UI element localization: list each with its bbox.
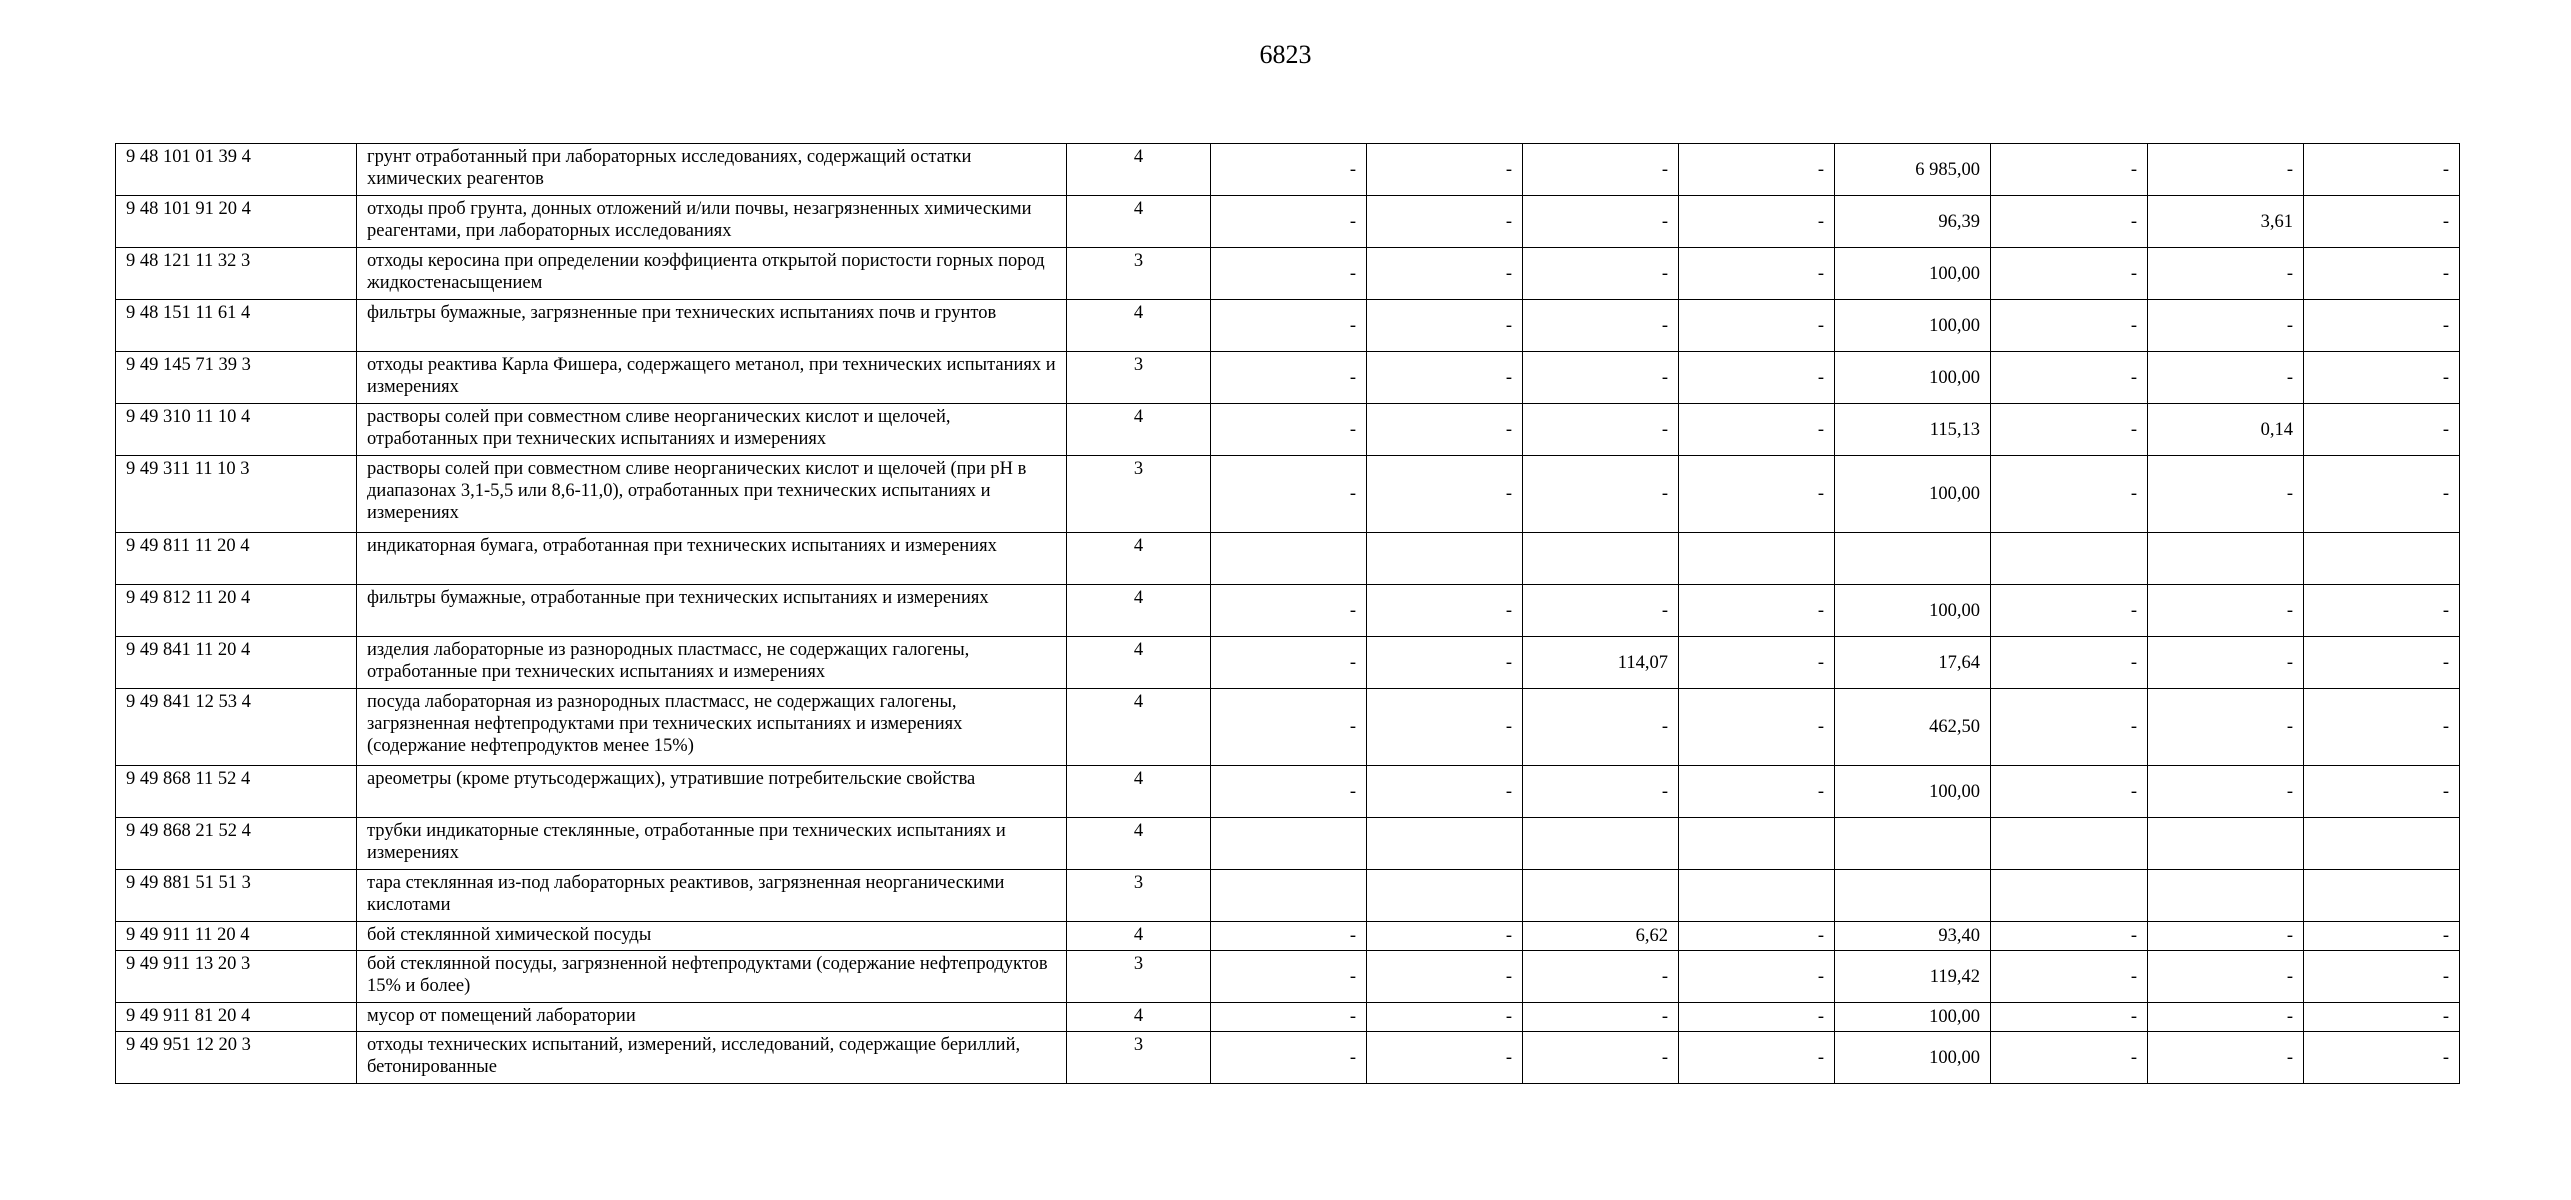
- value-cell: [1679, 533, 1835, 585]
- hazard-class-cell: 4: [1067, 300, 1211, 352]
- value-cell: -: [1991, 922, 2148, 951]
- table-row: [116, 1003, 2460, 1032]
- value-cell: -: [1523, 144, 1679, 196]
- value-cell: [1523, 533, 1679, 585]
- value-cell: [1991, 870, 2148, 922]
- value-cell: -: [1367, 1003, 1523, 1032]
- value-cell: -: [1679, 585, 1835, 637]
- value-cell: 6 985,00: [1835, 144, 1991, 196]
- value-cell: -: [1367, 248, 1523, 300]
- table-row: [116, 248, 2460, 300]
- waste-name-cell: посуда лабораторная из разнородных пластмасс, не содержащих галогены, загрязненная нефтепродуктами при технических испытаниях и измерениях (содержание нефтепродуктов менее 15%): [357, 689, 1067, 766]
- value-cell: -: [1523, 456, 1679, 533]
- value-cell: -: [1523, 300, 1679, 352]
- waste-code-cell: 9 49 311 11 10 3: [116, 456, 357, 533]
- waste-code-cell: 9 48 101 01 39 4: [116, 144, 357, 196]
- waste-code-cell: 9 48 121 11 32 3: [116, 248, 357, 300]
- value-cell: -: [1523, 951, 1679, 1003]
- value-cell: [2304, 870, 2460, 922]
- table-row: [116, 818, 2460, 870]
- table-row: [116, 533, 2460, 585]
- value-cell: [1367, 818, 1523, 870]
- waste-name-cell: трубки индикаторные стеклянные, отработанные при технических испытаниях и измерениях: [357, 818, 1067, 870]
- waste-name-cell: фильтры бумажные, отработанные при технических испытаниях и измерениях: [357, 585, 1067, 637]
- value-cell: [2304, 533, 2460, 585]
- value-cell: -: [1367, 766, 1523, 818]
- value-cell: -: [2304, 352, 2460, 404]
- hazard-class-cell: 4: [1067, 637, 1211, 689]
- hazard-class-cell: 4: [1067, 818, 1211, 870]
- value-cell: -: [1523, 766, 1679, 818]
- value-cell: -: [1991, 352, 2148, 404]
- hazard-class-cell: 4: [1067, 404, 1211, 456]
- value-cell: [1523, 870, 1679, 922]
- value-cell: -: [1991, 766, 2148, 818]
- value-cell: -: [1523, 1032, 1679, 1084]
- value-cell: -: [1211, 689, 1367, 766]
- hazard-class-cell: 3: [1067, 456, 1211, 533]
- value-cell: -: [2148, 922, 2304, 951]
- table-row: [116, 300, 2460, 352]
- value-cell: 119,42: [1835, 951, 1991, 1003]
- waste-code-cell: 9 49 145 71 39 3: [116, 352, 357, 404]
- waste-code-cell: 9 49 881 51 51 3: [116, 870, 357, 922]
- waste-code-cell: 9 49 811 11 20 4: [116, 533, 357, 585]
- value-cell: -: [2148, 585, 2304, 637]
- value-cell: -: [1367, 585, 1523, 637]
- hazard-class-cell: 3: [1067, 870, 1211, 922]
- waste-code-cell: 9 49 911 81 20 4: [116, 1003, 357, 1032]
- table-row: [116, 922, 2460, 951]
- value-cell: -: [2148, 637, 2304, 689]
- value-cell: -: [1991, 144, 2148, 196]
- value-cell: -: [2304, 1032, 2460, 1084]
- value-cell: -: [1523, 585, 1679, 637]
- value-cell: [1835, 533, 1991, 585]
- waste-name-cell: отходы реактива Карла Фишера, содержащего метанол, при технических испытаниях и измерениях: [357, 352, 1067, 404]
- value-cell: -: [1367, 951, 1523, 1003]
- value-cell: -: [2304, 637, 2460, 689]
- value-cell: [2148, 818, 2304, 870]
- table-row: [116, 637, 2460, 689]
- value-cell: -: [2148, 766, 2304, 818]
- value-cell: 100,00: [1835, 766, 1991, 818]
- value-cell: -: [1679, 248, 1835, 300]
- waste-code-cell: 9 49 812 11 20 4: [116, 585, 357, 637]
- value-cell: [2148, 533, 2304, 585]
- value-cell: [1211, 870, 1367, 922]
- waste-code-cell: 9 49 868 11 52 4: [116, 766, 357, 818]
- waste-name-cell: мусор от помещений лаборатории: [357, 1003, 1067, 1032]
- value-cell: 3,61: [2148, 196, 2304, 248]
- value-cell: -: [2148, 144, 2304, 196]
- waste-code-cell: 9 49 841 12 53 4: [116, 689, 357, 766]
- value-cell: -: [2304, 248, 2460, 300]
- waste-name-cell: фильтры бумажные, загрязненные при технических испытаниях почв и грунтов: [357, 300, 1067, 352]
- value-cell: -: [1211, 637, 1367, 689]
- waste-code-cell: 9 49 911 11 20 4: [116, 922, 357, 951]
- value-cell: [2304, 818, 2460, 870]
- waste-name-cell: растворы солей при совместном сливе неорганических кислот и щелочей, отработанных при технических испытаниях и измерениях: [357, 404, 1067, 456]
- value-cell: -: [1991, 951, 2148, 1003]
- value-cell: -: [1211, 248, 1367, 300]
- value-cell: -: [1211, 456, 1367, 533]
- value-cell: -: [1991, 1032, 2148, 1084]
- value-cell: -: [2148, 300, 2304, 352]
- value-cell: -: [1211, 766, 1367, 818]
- value-cell: [1367, 870, 1523, 922]
- waste-name-cell: бой стеклянной посуды, загрязненной нефтепродуктами (содержание нефтепродуктов 15% и более): [357, 951, 1067, 1003]
- value-cell: -: [1211, 300, 1367, 352]
- table-row: [116, 352, 2460, 404]
- waste-code-cell: 9 49 951 12 20 3: [116, 1032, 357, 1084]
- value-cell: -: [2304, 300, 2460, 352]
- value-cell: 100,00: [1835, 585, 1991, 637]
- value-cell: -: [2148, 1032, 2304, 1084]
- waste-name-cell: отходы технических испытаний, измерений, исследований, содержащие бериллий, бетонированные: [357, 1032, 1067, 1084]
- value-cell: -: [1367, 637, 1523, 689]
- value-cell: -: [1523, 404, 1679, 456]
- value-cell: [2148, 870, 2304, 922]
- value-cell: 17,64: [1835, 637, 1991, 689]
- value-cell: 115,13: [1835, 404, 1991, 456]
- value-cell: -: [2148, 352, 2304, 404]
- value-cell: -: [2148, 248, 2304, 300]
- table-body: [116, 144, 2460, 1084]
- value-cell: 96,39: [1835, 196, 1991, 248]
- hazard-class-cell: 3: [1067, 1032, 1211, 1084]
- value-cell: 100,00: [1835, 456, 1991, 533]
- value-cell: -: [1991, 585, 2148, 637]
- value-cell: -: [1211, 1032, 1367, 1084]
- table-row: [116, 196, 2460, 248]
- value-cell: [1211, 533, 1367, 585]
- value-cell: -: [2304, 1003, 2460, 1032]
- value-cell: -: [2304, 144, 2460, 196]
- value-cell: -: [2148, 456, 2304, 533]
- value-cell: -: [1679, 404, 1835, 456]
- value-cell: -: [1367, 404, 1523, 456]
- value-cell: -: [2304, 951, 2460, 1003]
- value-cell: -: [1679, 456, 1835, 533]
- value-cell: [1679, 818, 1835, 870]
- table-row: [116, 585, 2460, 637]
- value-cell: -: [1367, 1032, 1523, 1084]
- table-row: [116, 144, 2460, 196]
- value-cell: -: [1679, 637, 1835, 689]
- value-cell: -: [2148, 689, 2304, 766]
- value-cell: -: [1211, 922, 1367, 951]
- value-cell: -: [1211, 144, 1367, 196]
- value-cell: -: [1211, 585, 1367, 637]
- value-cell: -: [1679, 144, 1835, 196]
- waste-code-cell: 9 49 911 13 20 3: [116, 951, 357, 1003]
- waste-code-cell: 9 49 310 11 10 4: [116, 404, 357, 456]
- value-cell: 6,62: [1523, 922, 1679, 951]
- waste-name-cell: индикаторная бумага, отработанная при технических испытаниях и измерениях: [357, 533, 1067, 585]
- value-cell: -: [2148, 1003, 2304, 1032]
- waste-name-cell: ареометры (кроме ртутьсодержащих), утратившие потребительские свойства: [357, 766, 1067, 818]
- waste-name-cell: грунт отработанный при лабораторных исследованиях, содержащий остатки химических реагентов: [357, 144, 1067, 196]
- waste-name-cell: изделия лабораторные из разнородных пластмасс, не содержащих галогены, отработанные при технических испытаниях и измерениях: [357, 637, 1067, 689]
- value-cell: 100,00: [1835, 248, 1991, 300]
- value-cell: -: [1367, 456, 1523, 533]
- value-cell: 0,14: [2148, 404, 2304, 456]
- value-cell: [1367, 533, 1523, 585]
- value-cell: -: [2304, 196, 2460, 248]
- value-cell: [1679, 870, 1835, 922]
- value-cell: [1991, 533, 2148, 585]
- hazard-class-cell: 4: [1067, 1003, 1211, 1032]
- value-cell: -: [2148, 951, 2304, 1003]
- value-cell: -: [2304, 404, 2460, 456]
- value-cell: [1835, 870, 1991, 922]
- value-cell: -: [1211, 951, 1367, 1003]
- hazard-class-cell: 4: [1067, 144, 1211, 196]
- value-cell: -: [1367, 196, 1523, 248]
- hazard-class-cell: 3: [1067, 352, 1211, 404]
- value-cell: -: [1679, 689, 1835, 766]
- value-cell: 93,40: [1835, 922, 1991, 951]
- value-cell: -: [1367, 144, 1523, 196]
- value-cell: -: [1211, 196, 1367, 248]
- value-cell: [1523, 818, 1679, 870]
- value-cell: -: [1367, 922, 1523, 951]
- waste-name-cell: бой стеклянной химической посуды: [357, 922, 1067, 951]
- value-cell: -: [1523, 689, 1679, 766]
- value-cell: -: [1523, 248, 1679, 300]
- waste-code-cell: 9 49 868 21 52 4: [116, 818, 357, 870]
- hazard-class-cell: 4: [1067, 533, 1211, 585]
- waste-table: [115, 143, 2460, 1084]
- value-cell: -: [1679, 1003, 1835, 1032]
- value-cell: -: [1523, 196, 1679, 248]
- value-cell: -: [2304, 689, 2460, 766]
- waste-name-cell: тара стеклянная из-под лабораторных реактивов, загрязненная неорганическими кислотами: [357, 870, 1067, 922]
- table-row: [116, 870, 2460, 922]
- page-number: 6823: [1259, 40, 1312, 69]
- table-row: [116, 951, 2460, 1003]
- value-cell: -: [1991, 248, 2148, 300]
- value-cell: -: [1991, 689, 2148, 766]
- value-cell: 100,00: [1835, 1032, 1991, 1084]
- waste-code-cell: 9 48 151 11 61 4: [116, 300, 357, 352]
- hazard-class-cell: 4: [1067, 585, 1211, 637]
- value-cell: [1835, 818, 1991, 870]
- hazard-class-cell: 3: [1067, 951, 1211, 1003]
- value-cell: -: [1679, 196, 1835, 248]
- table-row: [116, 766, 2460, 818]
- value-cell: -: [1211, 352, 1367, 404]
- value-cell: -: [1211, 404, 1367, 456]
- hazard-class-cell: 4: [1067, 766, 1211, 818]
- value-cell: -: [1991, 1003, 2148, 1032]
- waste-code-cell: 9 49 841 11 20 4: [116, 637, 357, 689]
- waste-name-cell: растворы солей при совместном сливе неорганических кислот и щелочей (при pH в диапазонах 3,1-5,5 или 8,6-11,0), отработанных при технических испытаниях и измерениях: [357, 456, 1067, 533]
- value-cell: -: [1679, 352, 1835, 404]
- value-cell: -: [1367, 352, 1523, 404]
- value-cell: -: [1523, 1003, 1679, 1032]
- table-row: [116, 456, 2460, 533]
- table-row: [116, 404, 2460, 456]
- value-cell: 100,00: [1835, 300, 1991, 352]
- value-cell: -: [1991, 300, 2148, 352]
- value-cell: -: [1991, 637, 2148, 689]
- table-row: [116, 689, 2460, 766]
- value-cell: -: [1211, 1003, 1367, 1032]
- value-cell: -: [1367, 689, 1523, 766]
- value-cell: [1211, 818, 1367, 870]
- value-cell: -: [1991, 196, 2148, 248]
- hazard-class-cell: 3: [1067, 248, 1211, 300]
- value-cell: 100,00: [1835, 352, 1991, 404]
- waste-name-cell: отходы проб грунта, донных отложений и/или почвы, незагрязненных химическими реагентами, при лабораторных исследованиях: [357, 196, 1067, 248]
- value-cell: -: [2304, 766, 2460, 818]
- value-cell: -: [1367, 300, 1523, 352]
- hazard-class-cell: 4: [1067, 196, 1211, 248]
- value-cell: -: [1679, 1032, 1835, 1084]
- waste-name-cell: отходы керосина при определении коэффициента открытой пористости горных пород жидкостенасыщением: [357, 248, 1067, 300]
- value-cell: 114,07: [1523, 637, 1679, 689]
- value-cell: -: [1679, 951, 1835, 1003]
- table-row: [116, 1032, 2460, 1084]
- value-cell: -: [2304, 456, 2460, 533]
- value-cell: [1991, 818, 2148, 870]
- value-cell: -: [1991, 404, 2148, 456]
- value-cell: 462,50: [1835, 689, 1991, 766]
- value-cell: 100,00: [1835, 1003, 1991, 1032]
- value-cell: -: [2304, 922, 2460, 951]
- value-cell: -: [1523, 352, 1679, 404]
- value-cell: -: [1679, 300, 1835, 352]
- hazard-class-cell: 4: [1067, 922, 1211, 951]
- value-cell: -: [2304, 585, 2460, 637]
- hazard-class-cell: 4: [1067, 689, 1211, 766]
- waste-code-cell: 9 48 101 91 20 4: [116, 196, 357, 248]
- value-cell: -: [1679, 766, 1835, 818]
- value-cell: -: [1991, 456, 2148, 533]
- value-cell: -: [1679, 922, 1835, 951]
